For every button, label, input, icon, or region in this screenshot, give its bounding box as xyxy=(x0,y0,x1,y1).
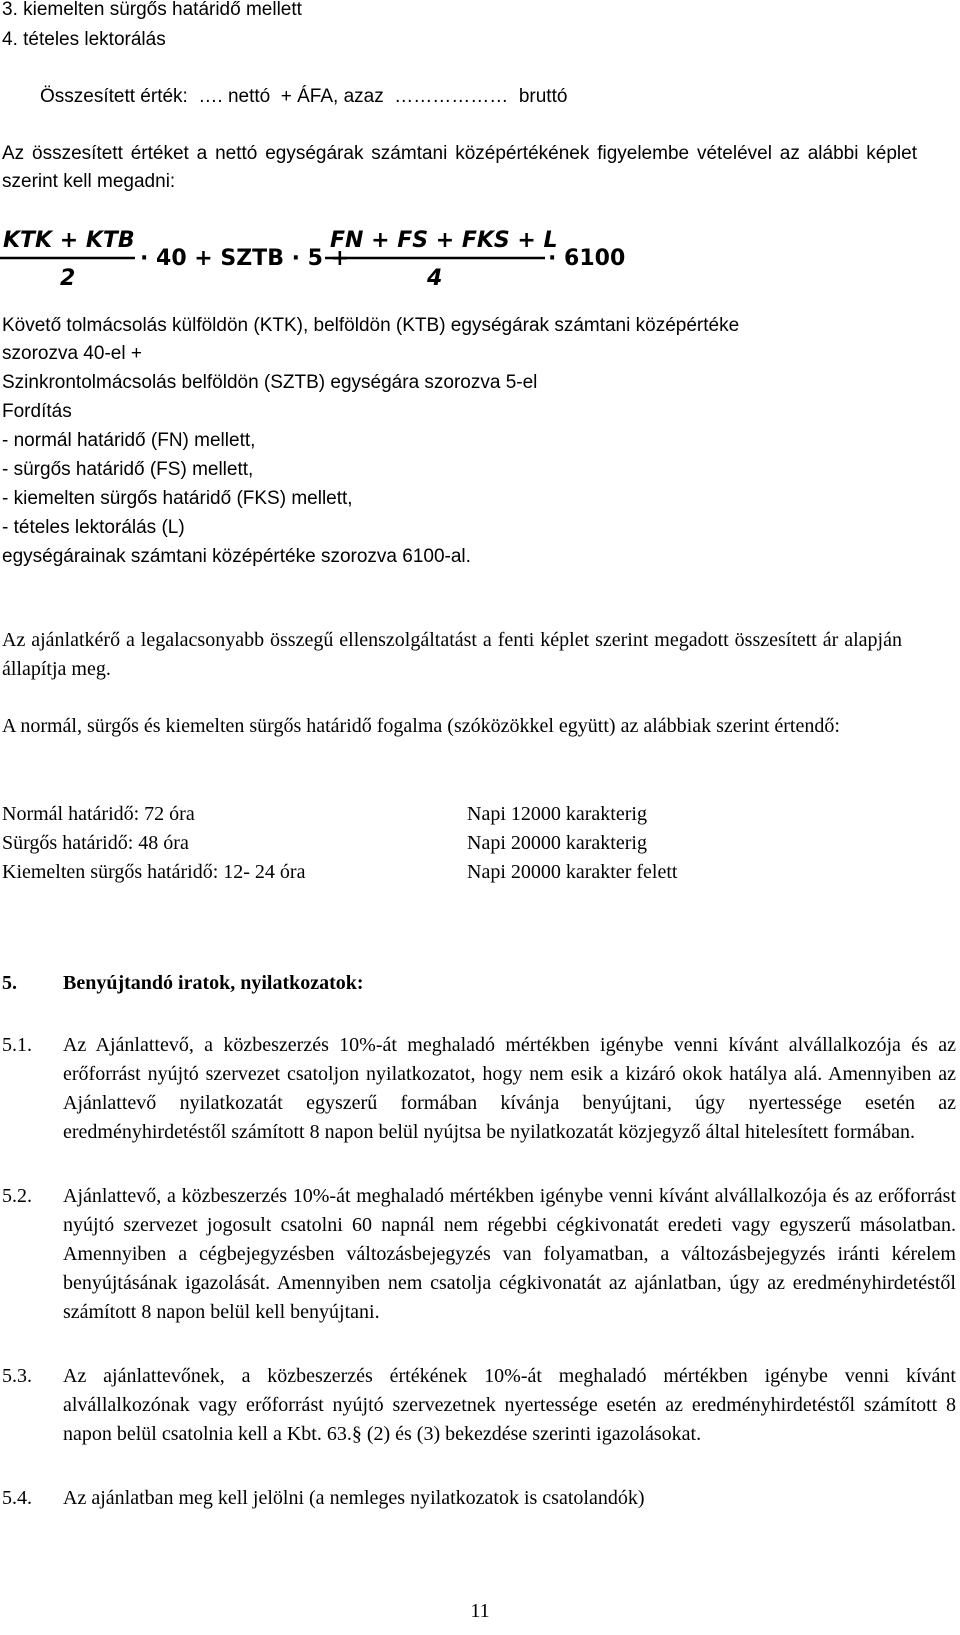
price-formula xyxy=(0,225,650,295)
explanation-line: - normál határidő (FN) mellett, xyxy=(2,430,256,451)
explanation-line: - sürgős határidő (FS) mellett, xyxy=(2,459,254,480)
formula-middle: · 40 + SZTB · 5 + xyxy=(140,246,350,271)
explanation-line: egységárainak számtani középértéke szorozva 6100-al. xyxy=(2,546,471,567)
deadline-label: Kiemelten sürgős határidő: 12- 24 óra xyxy=(2,861,306,883)
explanation-line: Követő tolmácsolás külföldön (KTK), belföldön (KTB) egységárak számtani középértéke xyxy=(2,315,740,336)
item-number: 5.3. xyxy=(2,1365,32,1387)
list-item-3: 3. kiemelten sürgős határidő mellett xyxy=(2,0,302,20)
item-number: 5.4. xyxy=(2,1487,32,1509)
item-text: Az ajánlatban meg kell jelölni (a nemleges nyilatkozatok is csatolandók) xyxy=(63,1487,645,1509)
item-number: 5.2. xyxy=(2,1185,32,1207)
formula-numerator-1: KTK + KTB xyxy=(3,228,135,253)
award-criteria-paragraph: Az ajánlatkérő a legalacsonyabb összegű ellenszolgáltatást a fenti képlet szerint megadott összesített ár alapján állapítja meg. xyxy=(2,629,902,680)
item-number: 5.1. xyxy=(2,1034,32,1056)
formula-tail: · 6100 xyxy=(548,246,626,271)
explanation-line: Szinkrontolmácsolás belföldön (SZTB) egységára szorozva 5-el xyxy=(2,372,538,393)
summary-value-line: Összesített érték: …. nettó + ÁFA, azaz ……………… bruttó xyxy=(40,86,568,107)
page-number: 11 xyxy=(470,1600,490,1622)
deadline-label: Normál határidő: 72 óra xyxy=(2,803,195,825)
deadline-intro-text: A normál, sürgős és kiemelten sürgős határidő fogalma (szóközökkel együtt) az alábbiak szerint értendő: xyxy=(2,715,840,737)
explanation-line: - tételes lektorálás (L) xyxy=(2,517,185,538)
deadline-intro xyxy=(2,712,917,741)
item-text: Az ajánlattevőnek, a közbeszerzés értékének 10%-át meghaladó mértékben igénybe venni kívánt alvállalkozónak vagy erőforrást nyújtó szervezetnek nyertessége esetén az eredményhirdetéstől számított 8 napon belül csatolnia kell a Kbt. 63.§ (2) és (3) bekezdése szerinti igazolásokat. xyxy=(63,1365,956,1445)
formula-denominator-1: 2 xyxy=(60,266,76,291)
item-text: Az Ajánlattevő, a közbeszerzés 10%-át meghaladó mértékben igénybe venni kívánt alvállalkozója és az erőforrást nyújtó szervezet csatoljon nyilatkozatot, hogy nem esik a kizáró okok hatálya alá. Amennyiben az Ajánlattevő nyilatkozatát egyszerű formában kívánja benyújtani, úgy nyertessége esetén az eredményhirdetéstől számított 8 napon belül nyújtsa be nyilatkozatát közjegyző által hitelesített formában. xyxy=(63,1034,956,1143)
section-title: Benyújtandó iratok, nyilatkozatok: xyxy=(63,972,364,994)
explanation-line: Fordítás xyxy=(2,401,72,422)
section-number: 5. xyxy=(2,972,17,994)
intro-paragraph: Az összesített értéket a nettó egységárak számtani középértékének figyelembe vételével az alábbi képlet szerint kell megadni: xyxy=(2,143,917,192)
explanation-line: - kiemelten sürgős határidő (FKS) mellett, xyxy=(2,488,353,509)
deadline-label: Sürgős határidő: 48 óra xyxy=(2,832,189,854)
formula-numerator-2: FN + FS + FKS + L xyxy=(330,228,558,253)
deadline-limit: Napi 20000 karakter felett xyxy=(467,861,678,883)
item-text: Ajánlattevő, a közbeszerzés 10%-át meghaladó mértékben igénybe venni kívánt alvállalkozója és az erőforrást nyújtó szervezet jogosult csatolni 60 napnál nem régebbi cégkivonatát eredeti vagy egyszerű másolatban. Amennyiben a cégbejegyzésben változásbejegyzés van folyamatban, a változásbejegyzés iránti kérelem benyújtásának igazolását. Amennyiben nem csatolja cégkivonatát az ajánlatban, úgy az eredményhirdetéstől számított 8 napon belül kell benyújtani. xyxy=(63,1185,956,1323)
deadline-limit: Napi 20000 karakterig xyxy=(467,832,647,854)
explanation-line: szorozva 40-el + xyxy=(2,343,142,364)
list-item-4: 4. tételes lektorálás xyxy=(2,29,166,50)
deadline-limit: Napi 12000 karakterig xyxy=(467,803,647,825)
formula-denominator-2: 4 xyxy=(427,266,443,291)
